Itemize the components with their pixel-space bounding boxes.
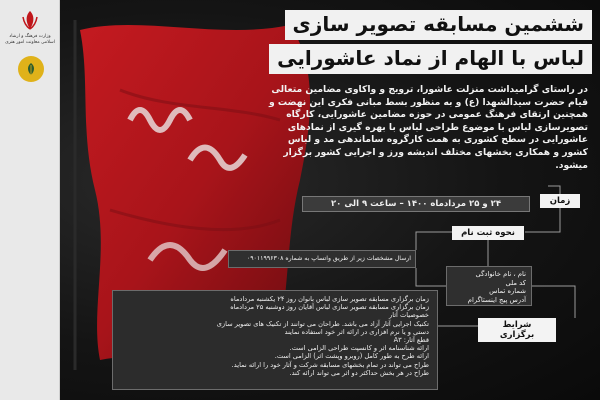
condition-line: زمان برگزاری مسابقه تصویر سازی لباس آقایان روز دوشنبه ۲۵ مردادماه [230,303,429,312]
registration-label: نحوه ثبت نام [452,226,524,240]
poster-title [269,10,592,78]
description-text: در راستای گرامیداشت منزلت عاشورا، ترویج و واکاوی مضامین متعالی قیام حضرت سیدالشهدا (ع) و به منظور بسط مبانی فکری این نهضت و همچنین ارتقای فرهنگ عمومی در حوزه مضامین عاشورایی، کارگاه تصویرسازی لباس با موضوع طراحی لباس با بهره گیری از نمادهای عاشورایی در سطح کشوری به همت کارگروه ساماندهی مد و لباس کشور و همکاری بخشهای مختلف اندیشه ورز و اجرایی کشور برگزار میشود. [269,84,588,171]
conditions-box [112,290,438,390]
condition-line: قطع آثار: A۳ [393,336,429,345]
circle-leaf-logo-icon [18,56,44,82]
conditions-label: شرایط برگزاری [478,318,556,342]
registration-fields-box [446,266,532,306]
field-phone: شماره تماس [489,287,526,296]
title-line-2: لباس با الهام از نماد عاشورایی [269,44,592,74]
title-line-1: ششمین مسابقه تصویر سازی [285,10,592,40]
condition-line: ارائه طرح به طور کامل (روبرو وپشت اثر) الزامی است. [274,352,429,361]
condition-line: زمان برگزاری مسابقه تصویر سازی لباس بانوان روز ۲۴ یکشنبه مردادماه [230,295,429,303]
whatsapp-instruction: ارسال مشخصات زیر از طریق واتساپ به شماره ۰۹۰۱۱۹۹۶۳۰۸ [228,250,416,268]
condition-line: دستی و یا نرم افزاری در ارائه اثر خود استفاده نمایند [284,327,429,336]
org-name: وزارت فرهنگ و ارشاد اسلامی معاونت امور هنری [5,34,55,45]
field-instagram: آدرس پیج اینستاگرام [467,295,526,304]
logo-strip [0,0,60,400]
date-label: زمان [540,194,580,208]
condition-line: خصوصیات آثار [389,311,429,320]
field-national-code: کد ملی [505,278,526,287]
condition-line: ارائه شناسنامه اثر و کانسپت طراحی الزامی است. [289,344,429,353]
condition-line: تکنیک اجرایی آثار آزاد می باشد. طراحان می توانند از تکنیک های تصویر سازی [216,319,429,328]
condition-line: طراح در هر بخش حداکثر دو اثر می تواند ارائه کند. [289,368,429,377]
iran-emblem-icon [16,6,44,34]
condition-line: طراح می تواند در تمام بخشهای مسابقه شرکت و آثار خود را ارائه نماید. [231,360,429,369]
date-value-box: ۲۴ و ۲۵ مردادماه ۱۴۰۰ – ساعت ۹ الی ۲۰ [302,196,530,212]
field-name: نام ، نام خانوادگی [475,270,526,278]
